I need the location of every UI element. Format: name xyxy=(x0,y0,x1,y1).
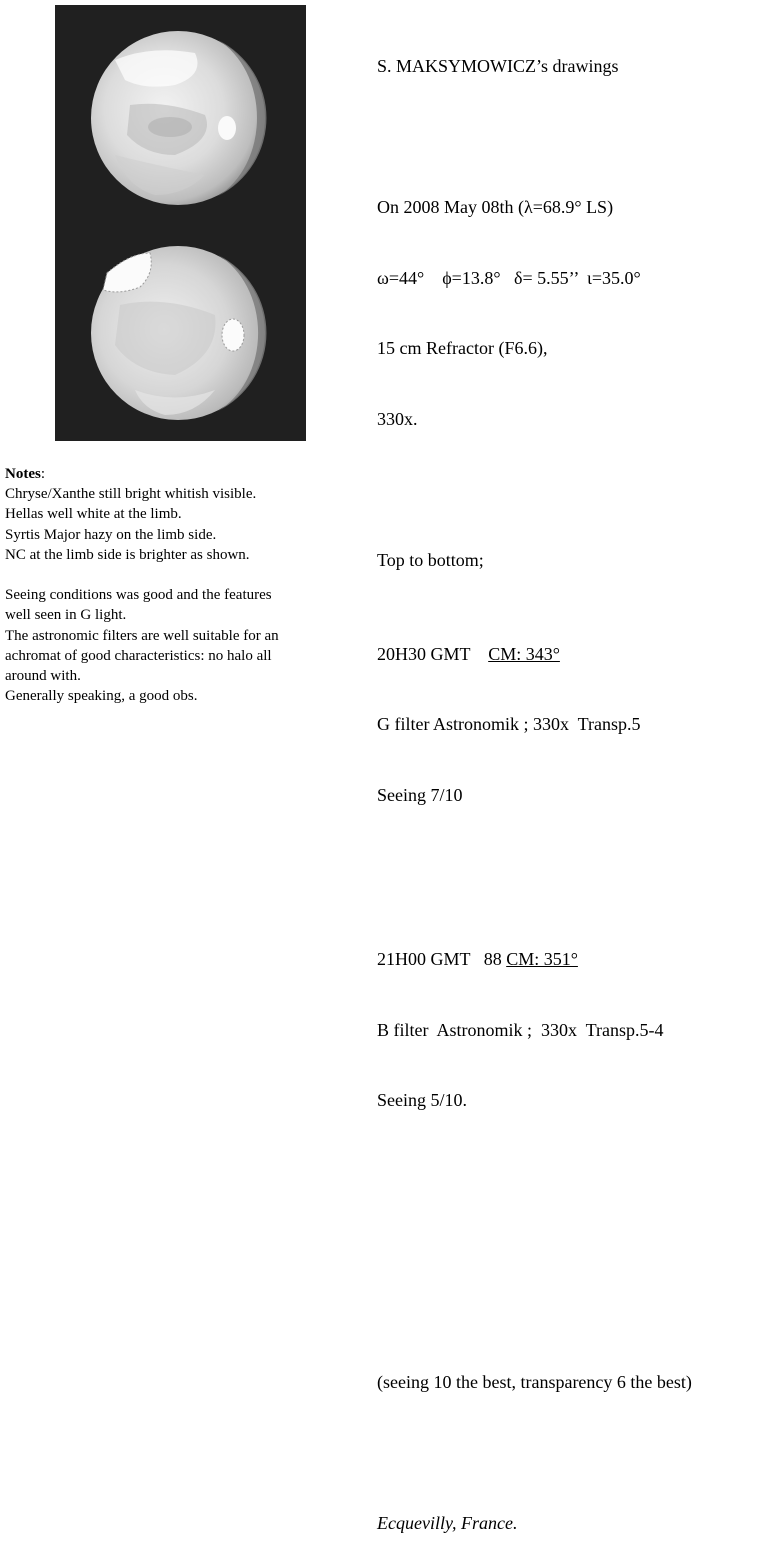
drawing-1-cm: CM: 343° xyxy=(488,643,560,664)
drawing-1-time-line xyxy=(377,643,762,667)
drawing-1-filter: G filter Astronomik ; 330x Transp.5 xyxy=(377,714,641,734)
drawing-2-seeing: Seeing 5/10. xyxy=(377,1090,467,1110)
mars-drawings-svg xyxy=(55,5,306,441)
note-line: The astronomic filters are well suitable for an xyxy=(5,627,279,644)
drawing-2-cm: CM: 351° xyxy=(506,949,578,969)
notes-heading-line xyxy=(5,464,365,484)
mars-disk-top xyxy=(91,31,266,205)
drawing-2-time: 21H00 GMT xyxy=(377,949,471,969)
note-line: Chryse/Xanthe still bright whitish visible. xyxy=(5,486,257,503)
iota-value: ι=35.0° xyxy=(586,267,641,288)
drawing-1-seeing: Seeing 7/10 xyxy=(377,784,463,805)
drawing-2-filter: B filter Astronomik ; 330x Transp.5-4 xyxy=(377,1019,664,1040)
note-line: Syrtis Major hazy on the limb side. xyxy=(5,526,217,543)
note-line: NC at the limb side is brighter as shown. xyxy=(5,546,250,563)
drawings-title: S. MAKSYMOWICZ’s drawings xyxy=(377,56,619,76)
note-line xyxy=(5,565,365,585)
magnification: 330x. xyxy=(377,408,418,429)
observation-params xyxy=(377,267,762,291)
note-line: Seeing conditions was good and the features xyxy=(5,587,272,604)
drawing-2-extra: 88 xyxy=(483,949,502,969)
scale-note: (seeing 10 the best, transparency 6 the best) xyxy=(377,1372,692,1392)
observation-date: On 2008 May 08th (λ=68.9° LS) xyxy=(377,197,614,217)
sequence-label: Top to bottom; xyxy=(377,549,484,570)
note-line: Hellas well white at the limb. xyxy=(5,506,182,523)
note-line: achromat of good characteristics: no halo all xyxy=(5,647,272,664)
notes-heading: Notes xyxy=(5,466,41,482)
drawing-2-time-line xyxy=(377,948,762,972)
notes-block xyxy=(5,464,365,706)
mars-disk-bottom xyxy=(91,246,266,420)
omega-value: ω=44° xyxy=(377,267,425,288)
instrument: 15 cm Refractor (F6.6), xyxy=(377,338,548,358)
note-line: well seen in G light. xyxy=(5,607,127,624)
delta-value: δ= 5.55’’ xyxy=(514,267,578,288)
drawing-1-time: 20H30 GMT xyxy=(377,643,471,664)
mars-drawings-panel xyxy=(55,5,306,441)
notes-heading-colon: : xyxy=(40,466,45,482)
observation-info xyxy=(377,8,762,1559)
note-line: around with. xyxy=(5,667,81,684)
note-line: Generally speaking, a good obs. xyxy=(5,688,198,705)
location: Ecquevilly, France. xyxy=(377,1513,518,1533)
phi-value: ϕ=13.8° xyxy=(442,267,501,288)
